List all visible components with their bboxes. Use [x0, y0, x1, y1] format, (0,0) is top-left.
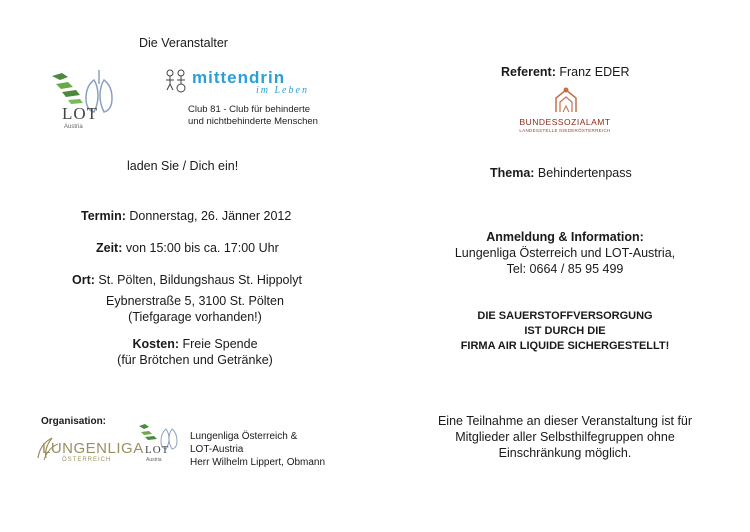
mittendrin-wordmark: mittendrin — [192, 68, 286, 87]
lot-small-sub: Austria — [146, 457, 162, 463]
bso-sub: LANDESSTELLE NIEDERÖSTERREICH — [519, 128, 611, 133]
teilnahme-block — [410, 413, 720, 461]
club81-text — [188, 104, 318, 128]
kosten-value: Freie Spende — [179, 337, 258, 351]
bso-emblem-icon — [550, 84, 582, 114]
lot-austria-logo — [48, 66, 128, 134]
organisation-line-2: LOT-Austria — [190, 444, 244, 455]
termin-label: Termin: — [81, 209, 126, 223]
lot-logo-name: LOT — [62, 104, 99, 123]
invite-text: laden Sie / Dich ein! — [127, 159, 239, 173]
ort-line — [72, 272, 302, 288]
ort-address — [60, 293, 330, 325]
thema-line — [490, 165, 632, 181]
sauerstoff-line-2: IST DURCH DIE — [524, 325, 606, 337]
lot-austria-logo-small — [136, 420, 186, 468]
sauerstoff-line-3: FIRMA AIR LIQUIDE SICHERGESTELLT! — [460, 340, 670, 352]
people-icon — [164, 68, 190, 94]
anmeldung-line-1: Lungenliga Österreich und LOT-Austria, — [454, 246, 676, 260]
lot-small-name: LOT — [145, 444, 170, 456]
teilnahme-line-1: Eine Teilnahme an dieser Veranstaltung ist für — [437, 414, 693, 428]
lungenliga-subline: ÖSTERREICH — [62, 457, 112, 463]
organisation-line-1: Lungenliga Österreich & — [190, 431, 298, 442]
ort-value: St. Pölten, Bildungshaus St. Hippolyt — [94, 273, 302, 287]
bundessozialamt-logo — [510, 84, 620, 140]
club81-line-1: Club 81 - Club für behinderte — [188, 104, 310, 115]
teilnahme-line-3: Einschränkung möglich. — [498, 446, 632, 460]
lungenliga-logo — [34, 430, 144, 470]
mittendrin-logo — [164, 68, 324, 108]
anmeldung-phone: Tel: 0664 / 85 95 499 — [506, 262, 624, 276]
sauerstoff-notice — [420, 309, 710, 354]
termin-line — [81, 208, 291, 224]
termin-value: Donnerstag, 26. Jänner 2012 — [125, 209, 292, 223]
referent-value: Franz EDER — [555, 65, 630, 79]
kosten-block — [60, 336, 330, 368]
veranstalter-heading: Die Veranstalter — [139, 36, 228, 50]
referent-label: Referent: — [501, 65, 556, 79]
organisation-text — [190, 430, 325, 469]
thema-value: Behindertenpass — [534, 166, 632, 180]
bso-name: BUNDESSOZIALAMT — [519, 117, 611, 127]
anmeldung-block — [420, 229, 710, 277]
ort-address-line: Eybnerstraße 5, 3100 St. Pölten — [106, 294, 284, 308]
kosten-line — [60, 336, 330, 352]
kosten-note: (für Brötchen und Getränke) — [117, 353, 273, 367]
organisation-line-3: Herr Wilhelm Lippert, Obmann — [190, 457, 326, 468]
club81-line-2: und nichtbehinderte Menschen — [188, 116, 318, 127]
teilnahme-line-2: Mitglieder aller Selbsthilfegruppen ohne — [455, 430, 675, 444]
organisation-label: Organisation: — [41, 416, 107, 427]
kosten-label: Kosten: — [132, 337, 179, 351]
lot-logo-sub: Austria — [64, 124, 83, 130]
ort-garage-note: (Tiefgarage vorhanden!) — [128, 310, 262, 324]
anmeldung-heading: Anmeldung & Information: — [486, 230, 644, 244]
lungenliga-wordmark: LUNGENLIGA — [42, 440, 144, 457]
zeit-line — [96, 240, 279, 256]
ort-label: Ort: — [72, 273, 95, 287]
thema-label: Thema: — [490, 166, 535, 180]
referent-line — [501, 64, 630, 80]
zeit-label: Zeit: — [96, 241, 123, 255]
zeit-value: von 15:00 bis ca. 17:00 Uhr — [122, 241, 279, 255]
sauerstoff-line-1: DIE SAUERSTOFFVERSORGUNG — [477, 310, 653, 322]
mittendrin-subline: im Leben — [256, 85, 309, 96]
